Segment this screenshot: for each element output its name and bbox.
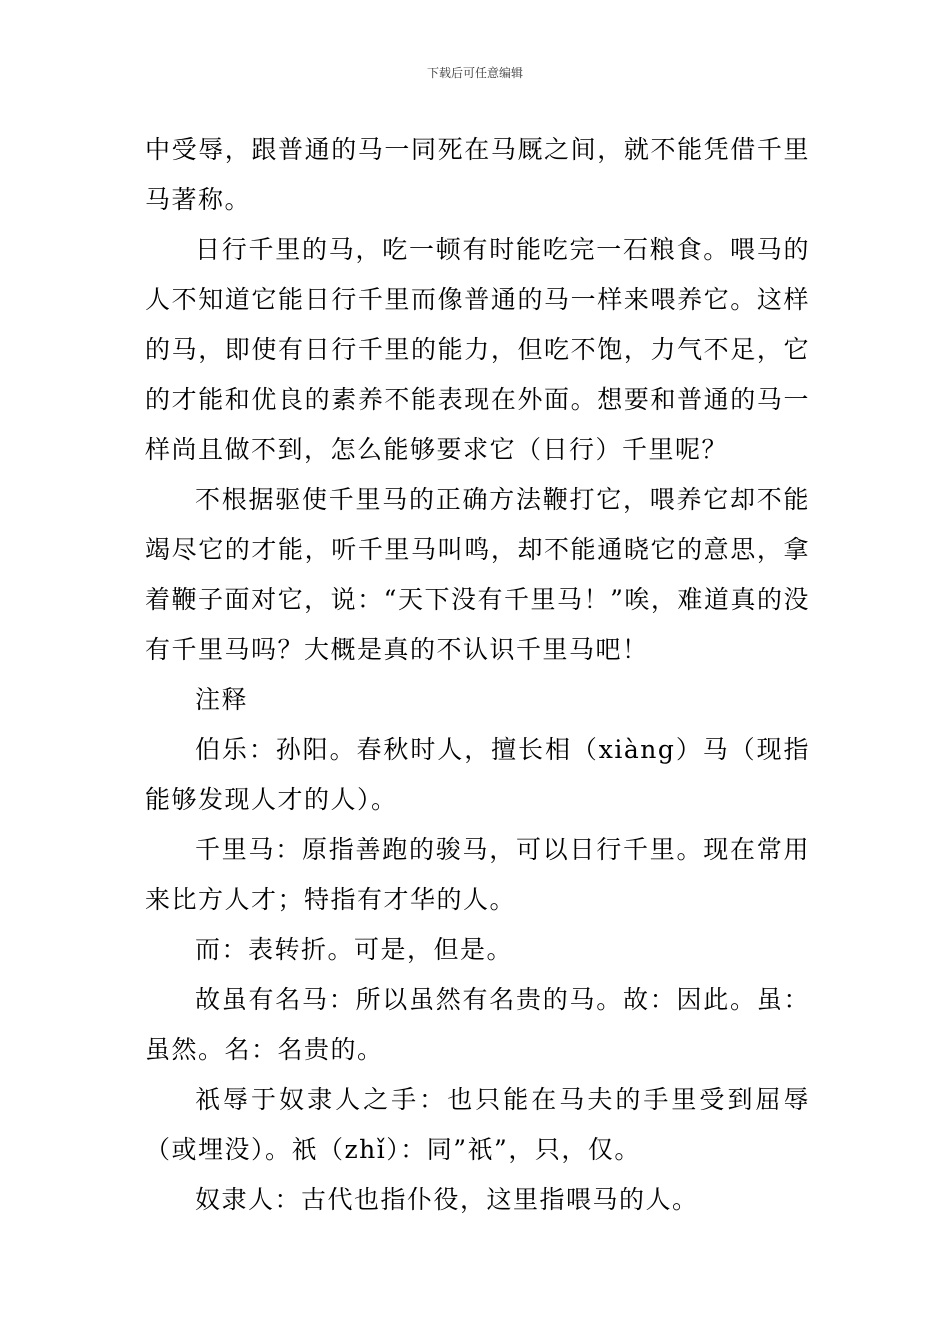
- paragraph-translation-2: 不根据驱使千里马的正确方法鞭打它，喂养它却不能竭尽它的才能，听千里马叫鸣，却不能通晓它的意思，拿着鞭子面对它，说：“天下没有千里马！”唉，难道真的没有千里马吗？大概是真的不认识千里马吧！: [145, 485, 810, 664]
- note-er: 而：表转折。可是，但是。: [195, 935, 514, 964]
- page-header: 下载后可任意编辑: [426, 66, 523, 80]
- note-qianlima: 千里马：原指善跑的骏马，可以日行千里。现在常用来比方人才；特指有才华的人。: [145, 835, 810, 914]
- paragraph-translation-1: 日行千里的马，吃一顿有时能吃完一石粮食。喂马的人不知道它能日行千里而像普通的马一样来喂养它。这样的马，即使有日行千里的能力，但吃不饱，力气不足，它的才能和优良的素养不能表现在外面。想要和普通的马一样尚且做不到，怎么能够要求它（日行）千里呢？: [145, 235, 810, 464]
- document-body: [145, 125, 810, 1225]
- note-bole: 伯乐：孙阳。春秋时人，擅长相（xiàng）马（现指能够发现人才的人）。: [145, 735, 810, 814]
- note-gu-sui-you-ming-ma: 故虽有名马：所以虽然有名贵的马。故：因此。虽：虽然。名：名贵的。: [145, 985, 810, 1064]
- note-zhi-ru: 祇辱于奴隶人之手：也只能在马夫的手里受到屈辱（或埋没）。祇（zhǐ）：同”祇”，只，仅。: [145, 1085, 810, 1164]
- note-nuli-ren: 奴隶人：古代也指仆役，这里指喂马的人。: [195, 1185, 699, 1214]
- paragraph-continuation: 中受辱，跟普通的马一同死在马厩之间，就不能凭借千里马著称。: [145, 135, 810, 214]
- section-heading-notes: 注释: [195, 685, 249, 714]
